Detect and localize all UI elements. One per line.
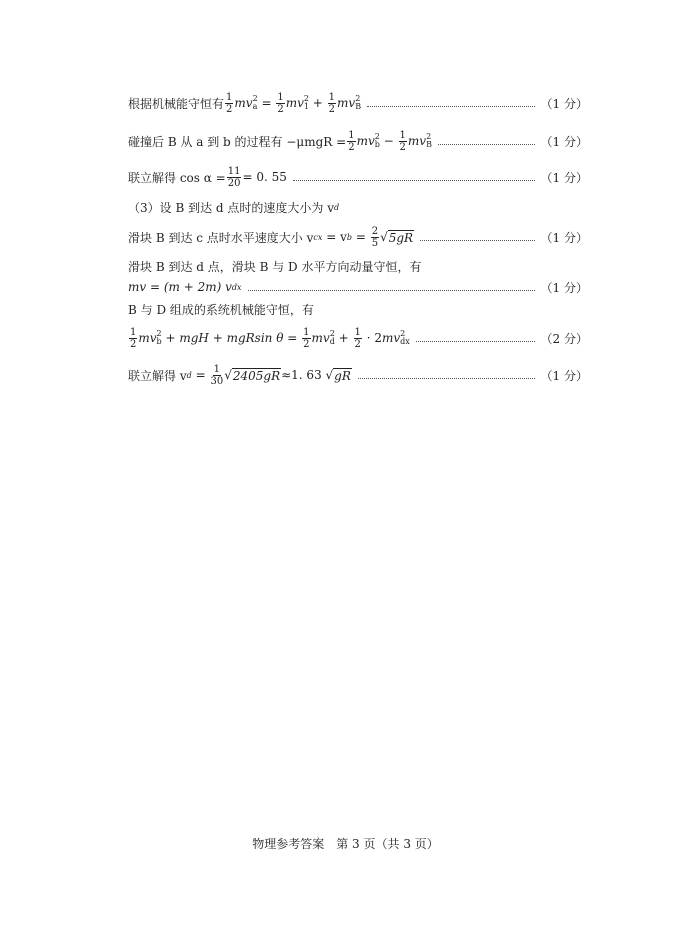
sqrt-term: 2405gR — [232, 368, 281, 383]
score-label: （1 分） — [540, 280, 588, 295]
energy-equation-line: 根据机械能守恒有 $\frac{1}{2}$ mv 2 a = $\frac{1}{2}$ mv 2 1 + $\frac{1}{2}$ mv 2 B （1 分） — [128, 91, 588, 115]
dot-leader — [248, 290, 535, 291]
dot-leader — [416, 341, 535, 342]
dot-leader — [293, 180, 535, 181]
score-label: （1 分） — [540, 134, 588, 149]
line-10-text: 联立解得 v — [128, 368, 187, 383]
fraction-1-30: $\frac{1}{30}$ — [210, 363, 224, 387]
line-9-text: + mgH + mgRsin θ = — [165, 331, 298, 345]
fraction-half: $\frac{1}{2}$ — [130, 326, 137, 350]
energy-system-intro-line — [128, 298, 588, 320]
work-energy-line: 碰撞后 B 从 a 到 b 的过程有 −μmgR = $\frac{1}{2}$ mv 2 b − $\frac{1}{2}$ mv 2 B （1 分） — [128, 129, 588, 153]
line-2-text: 碰撞后 B 从 a 到 b 的过程有 −μmgR = — [128, 134, 347, 149]
fraction-11-20: $\frac{11}{20}$ — [227, 165, 241, 189]
dot-leader — [358, 378, 535, 379]
fraction-half: $\frac{1}{2}$ — [399, 129, 406, 153]
system-energy-equation-line: $\frac{1}{2}$ mv 2 b + mgH + mgRsin θ = $\frac{1}{2}$ mv 2 d + $\frac{1}{2}$ · 2 mv 2 dx （2 分） — [130, 326, 588, 350]
line-7-text: mv = (m + 2m) v — [128, 280, 232, 294]
part-3-heading: （3）设 B 到达 d 点时的速度大小为 v d — [128, 200, 340, 215]
line-1-text: 根据机械能守恒有 — [128, 96, 225, 111]
cos-result-line — [128, 166, 588, 188]
fraction-half: $\frac{1}{2}$ — [226, 91, 233, 115]
score-label: （1 分） — [540, 230, 588, 245]
final-result-line: 联立解得 v d = $\frac{1}{30}$ √ 2405gR ≈1. 63 √ gR （1 分） — [128, 363, 588, 387]
line-5-text: 滑块 B 到达 c 点时水平速度大小 v — [128, 230, 314, 245]
score-label: （1 分） — [540, 368, 588, 383]
momentum-equation-line: mv = (m + 2m) v dx （1 分） — [128, 280, 588, 295]
sqrt-term: 5gR — [388, 230, 414, 245]
dot-leader — [438, 144, 535, 145]
dot-leader — [420, 240, 534, 241]
momentum-intro-line — [128, 255, 588, 277]
horizontal-velocity-line: 滑块 B 到达 c 点时水平速度大小 v cx = v b = $\frac{2}{5}$ √ 5gR （1 分） — [128, 225, 588, 249]
line-8-text: B 与 D 组成的系统机械能守恒，有 — [128, 302, 314, 317]
fraction-half: $\frac{1}{2}$ — [348, 129, 355, 153]
approx-value: ≈1. 63 — [281, 368, 322, 382]
fraction-half: $\frac{1}{2}$ — [303, 326, 310, 350]
dot-leader — [367, 106, 534, 107]
score-label: （1 分） — [540, 170, 588, 185]
fraction-half: $\frac{1}{2}$ — [328, 91, 336, 115]
fraction-2-5: $\frac{2}{5}$ — [371, 225, 379, 249]
fraction-half: $\frac{1}{2}$ — [354, 326, 361, 350]
line-3-text: 联立解得 cos α = — [128, 170, 226, 185]
sqrt-term: gR — [334, 368, 351, 383]
line-6-text: 滑块 B 到达 d 点，滑块 B 与 D 水平方向动量守恒，有 — [128, 259, 422, 274]
cos-value: = 0. 55 — [242, 170, 287, 184]
line-4-text: （3）设 B 到达 d 点时的速度大小为 v — [128, 200, 334, 215]
score-label: （1 分） — [540, 96, 588, 111]
fraction-half: $\frac{1}{2}$ — [277, 91, 284, 115]
page-footer: 物理参考答案 第 3 页（共 3 页） — [252, 837, 439, 851]
score-label: （2 分） — [540, 331, 588, 346]
